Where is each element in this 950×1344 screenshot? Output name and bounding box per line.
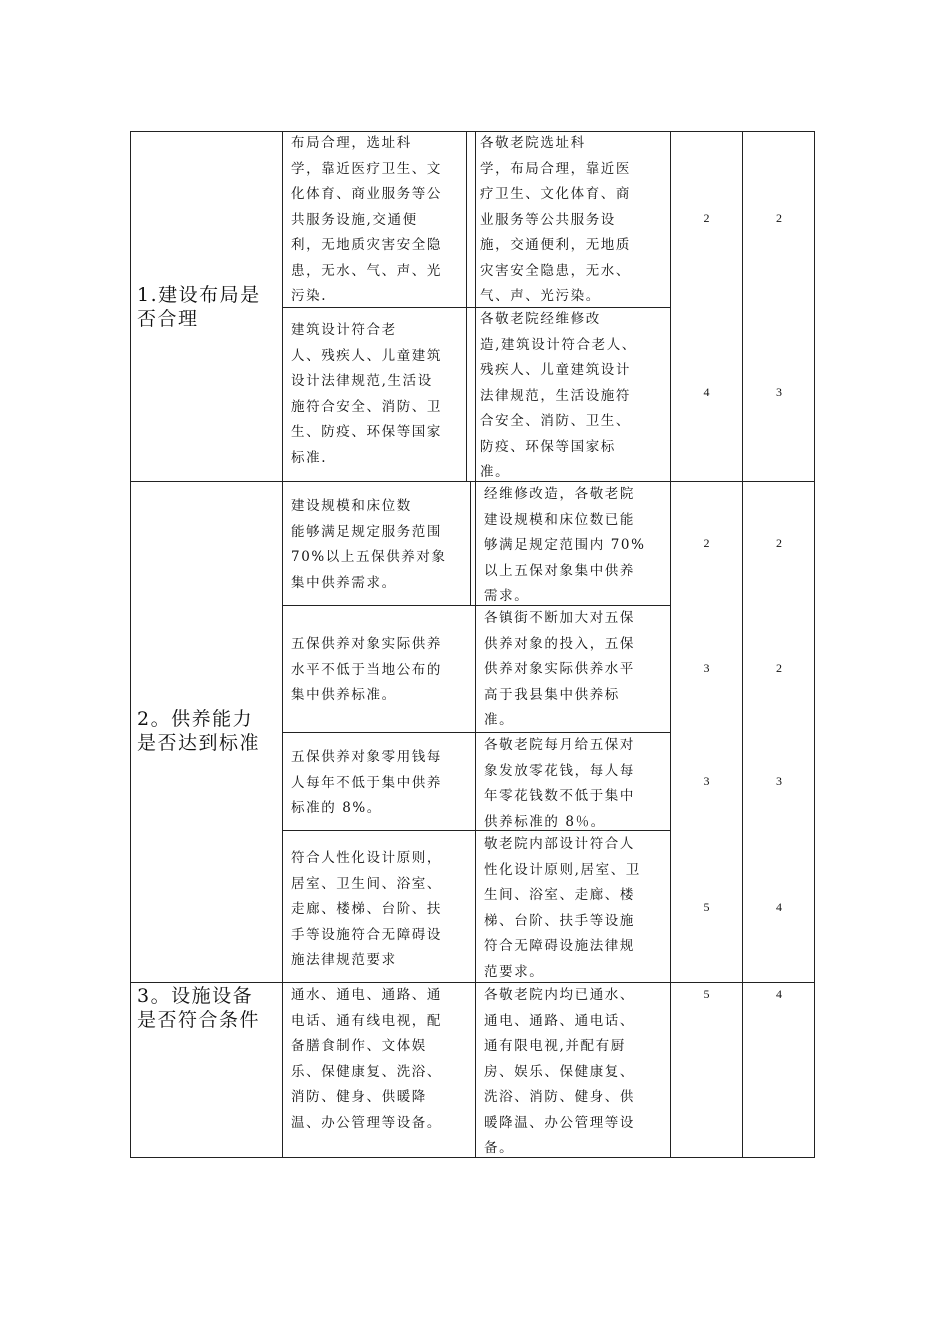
standard-cell: 五保供养对象实际供养 水平不低于当地公布的 集中供养标准。 xyxy=(291,636,442,703)
table-cell-inner-border xyxy=(466,131,467,307)
standard-cell: 通水、通电、通路、通 电话、通有线电视，配 备膳食制作、文体娱 乐、保健康复、洗浴、 消防、健身、供暖降 温、办公管理等设备。 xyxy=(291,987,442,1131)
table-column-divider xyxy=(282,131,283,1158)
status-cell: 各敬老院每月给五保对 象发放零花钱，每人每 年零花钱数不低于集中 供养标准的 8％。 xyxy=(484,737,635,830)
table-column-divider xyxy=(742,131,743,1158)
standard-cell: 建筑设计符合老 人、残疾人、儿童建筑 设计法律规范,生活设 施符合安全、消防、卫 生、防疫、环保等国家 标准. xyxy=(291,322,442,466)
table-border-bottom xyxy=(130,1157,815,1158)
table-cell-inner-border xyxy=(470,481,471,605)
full-score: 5 xyxy=(703,987,710,1001)
category-label: 2。供养能力 是否达到标准 xyxy=(137,708,261,754)
self-score: 2 xyxy=(776,211,782,225)
full-score: 2 xyxy=(703,211,710,225)
status-cell: 经维修改造，各敬老院 建设规模和床位数已能 够满足规定范围内 70% 以上五保对象集中供养 需求。 xyxy=(484,486,646,604)
self-score: 4 xyxy=(776,900,782,914)
self-score: 2 xyxy=(776,661,782,675)
standard-cell: 布局合理，选址科 学，靠近医疗卫生、文 化体育、商业服务等公 共服务设施,交通便 利，无地质灾害安全隐 患，无水、气、声、光 污染. xyxy=(291,135,442,304)
status-cell: 各敬老院选址科 学，布局合理，靠近医 疗卫生、文化体育、商 业服务等公共服务设 施，交通便利，无地质 灾害安全隐患，无水、 气、声、光污染。 xyxy=(480,135,631,304)
table-divider xyxy=(130,982,815,983)
full-score: 5 xyxy=(703,900,710,914)
full-score: 3 xyxy=(703,661,710,675)
table-border-left xyxy=(130,131,131,1158)
category-label: 3。设施设备 是否符合条件 xyxy=(137,985,261,1031)
full-score: 3 xyxy=(703,774,710,788)
status-cell: 各镇街不断加大对五保 供养对象的投入，五保 供养对象实际供养水平 高于我县集中供养标 准。 xyxy=(484,610,635,728)
self-score: 3 xyxy=(776,774,782,788)
self-score: 4 xyxy=(776,987,782,1001)
status-cell: 敬老院内部设计符合人 性化设计原则,居室、卫 生间、浴室、走廊、楼 梯、台阶、扶手等设施 符合无障碍设施法律规 范要求。 xyxy=(484,836,641,980)
status-cell: 各敬老院内均已通水、 通电、通路、通电话、 通有限电视,并配有厨 房、娱乐、保健康复、 洗浴、消防、健身、供 暖降温、办公管理等设 备。 xyxy=(484,987,635,1156)
standard-cell: 五保供养对象零用钱每 人每年不低于集中供养 标准的 8%。 xyxy=(291,749,442,816)
self-score: 2 xyxy=(776,536,782,550)
table-column-divider xyxy=(670,131,671,1158)
table-divider xyxy=(130,481,815,482)
table-column-divider xyxy=(475,131,476,1158)
status-cell: 各敬老院经维修改 造,建筑设计符合老人、 残疾人、儿童建筑设计 法律规范，生活设施符 合安全、消防、卫生、 防疫、环保等国家标 准。 xyxy=(480,311,637,480)
standard-cell: 建设规模和床位数 能够满足规定服务范围 70%以上五保供养对象 集中供养需求。 xyxy=(291,498,447,591)
full-score: 2 xyxy=(703,536,710,550)
self-score: 3 xyxy=(776,385,782,399)
standard-cell: 符合人性化设计原则， 居室、卫生间、浴室、 走廊、楼梯、台阶、扶 手等设施符合无障碍设 施法律规范要求 xyxy=(291,850,442,968)
table-cell-inner-border xyxy=(466,307,467,481)
category-label: 1.建设布局是 否合理 xyxy=(137,284,261,330)
full-score: 4 xyxy=(703,385,710,399)
table-border-top xyxy=(130,131,815,132)
table-border-right xyxy=(814,131,815,1158)
